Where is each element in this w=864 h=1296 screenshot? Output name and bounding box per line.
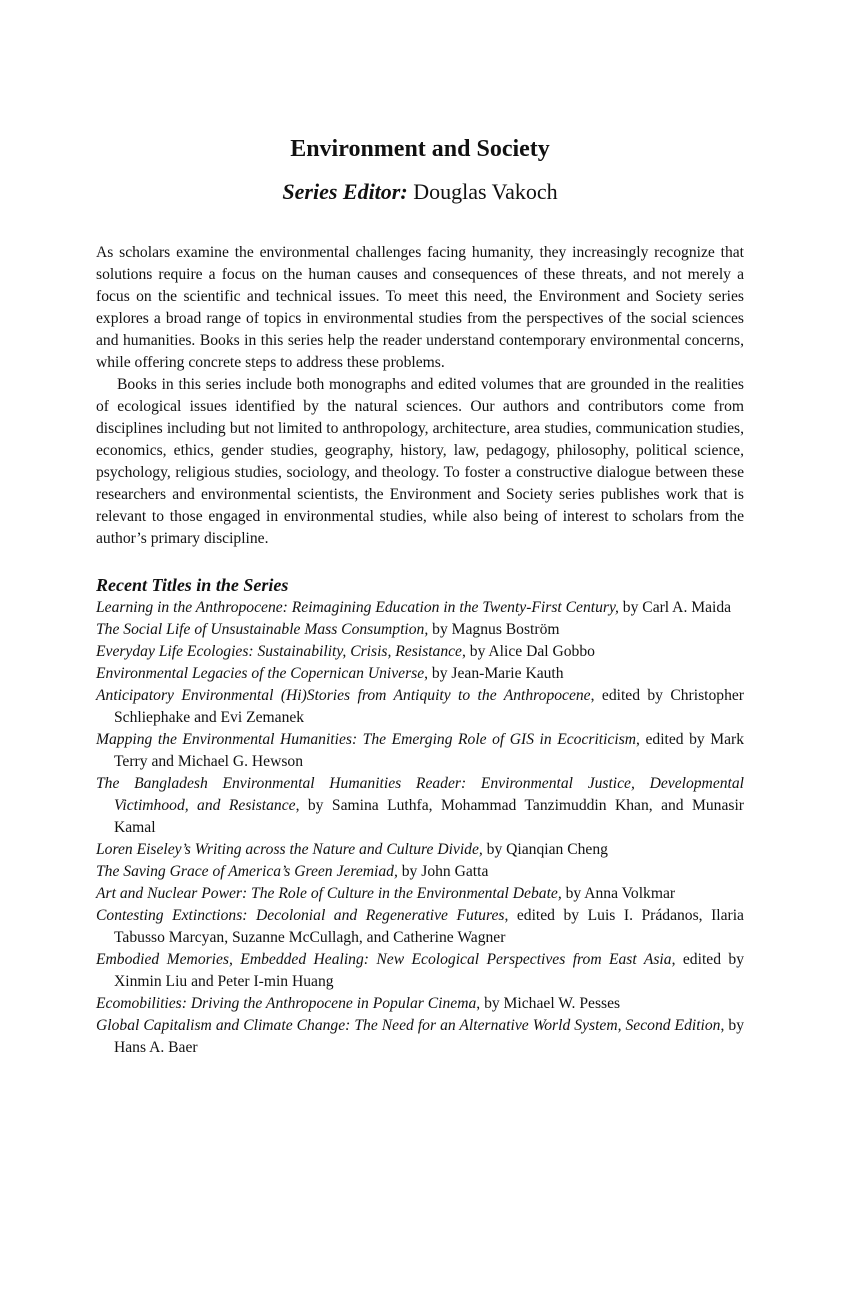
- list-item: [96, 663, 744, 685]
- book-title: Global Capitalism and Climate Change: The Need for an Alternative World System, Second Edition: [96, 1017, 721, 1034]
- book-title: Environmental Legacies of the Copernican Universe: [96, 665, 425, 682]
- list-item: [96, 861, 744, 883]
- series-title: Environment and Society: [290, 136, 550, 162]
- book-credit: , by Jean-Marie Kauth: [424, 665, 564, 682]
- book-credit: , edited by Luis I. Prádanos, Ilaria Tabusso Marcyan, Suzanne McCullagh, and Catherine Wagner: [114, 907, 744, 946]
- series-editor-name: Douglas Vakoch: [413, 179, 558, 204]
- book-title: Art and Nuclear Power: The Role of Culture in the Environmental Debate,: [96, 885, 562, 902]
- book-credit: , edited by Mark Terry and Michael G. Hewson: [114, 731, 744, 770]
- book-title: The Social Life of Unsustainable Mass Consumption,: [96, 621, 429, 638]
- list-item: [96, 619, 744, 641]
- book-title: The Bangladesh Environmental Humanities Reader: Environmental Justice, Developmental Victimhood, and Resistance: [96, 775, 744, 814]
- book-credit: by Carl A. Maida: [618, 599, 732, 616]
- book-title: The Saving Grace of America’s Green Jeremiad,: [96, 863, 398, 880]
- book-title: Learning in the Anthropocene: Reimagining Education in the Twenty-First Century,: [96, 599, 619, 616]
- series-editor-line: [96, 177, 744, 207]
- book-title: Mapping the Environmental Humanities: The Emerging Role of GIS in Ecocriticism: [96, 731, 637, 748]
- list-item: [96, 949, 744, 993]
- description-paragraph: As scholars examine the environmental challenges facing humanity, they increasingly recognize that solutions require a focus on the human causes and consequences of these threats, and not merely a focus on the scientific and technical issues. To meet this need, the Environment and Society series explores a broad range of topics in environmental studies from the perspectives of the social sciences and humanities. Books in this series help the reader understand contemporary environmental concerns, while offering concrete steps to address these problems.: [96, 244, 744, 371]
- series-editor-colon: :: [400, 179, 408, 204]
- recent-titles-heading: Recent Titles in the Series: [96, 575, 289, 595]
- list-item: [96, 839, 744, 861]
- list-item: [96, 685, 744, 729]
- book-credit: , by Samina Luthfa, Mohammad Tanzimuddin Khan, and Munasir Kamal: [114, 797, 744, 836]
- book-title: Loren Eiseley’s Writing across the Nature and Culture Divide,: [96, 841, 483, 858]
- series-description: [96, 242, 744, 550]
- book-title: Anticipatory Environmental (Hi)Stories from Antiquity to the Anthropocene: [96, 687, 591, 704]
- list-item: [96, 773, 744, 839]
- book-title: Embodied Memories, Embedded Healing: New Ecological Perspectives from East Asia: [96, 951, 672, 968]
- series-editor-label: Series Editor: [282, 179, 401, 204]
- list-item: [96, 597, 744, 619]
- list-item: [96, 729, 744, 773]
- book-credit: , edited by Xinmin Liu and Peter I-min Huang: [114, 951, 744, 990]
- list-item: [96, 883, 744, 905]
- book-credit: , edited by Christopher Schliephake and Evi Zemanek: [114, 687, 744, 726]
- list-item: [96, 1015, 744, 1059]
- book-title: Contesting Extinctions: Decolonial and Regenerative Futures: [96, 907, 505, 924]
- book-credit: by Anna Volkmar: [561, 885, 676, 902]
- recent-titles-list: [96, 597, 744, 1059]
- book-title: Everyday Life Ecologies: Sustainability, Crisis, Resistance: [96, 643, 462, 660]
- book-credit: , by Hans A. Baer: [114, 1017, 745, 1056]
- book-title: Ecomobilities: Driving the Anthropocene in Popular Cinema: [96, 995, 477, 1012]
- book-credit: , by Michael W. Pesses: [476, 995, 621, 1012]
- description-paragraph: Books in this series include both monographs and edited volumes that are grounded in the realities of ecological issues identified by the natural sciences. Our authors and contributors come from disciplines including but not limited to anthropology, architecture, area studies, communication studies, economics, ethics, gender studies, geography, history, law, pedagogy, philosophy, political science, psychology, religious studies, sociology, and theology. To foster a constructive dialogue between these researchers and environmental scientists, the Environment and Society series publishes work that is relevant to those engaged in environmental studies, while also being of interest to scholars from the author’s primary discipline.: [96, 376, 744, 547]
- list-item: [96, 993, 744, 1015]
- book-credit: by Magnus Boström: [428, 621, 560, 638]
- series-page: [96, 132, 744, 1059]
- book-credit: by Qianqian Cheng: [482, 841, 608, 858]
- list-item: [96, 641, 744, 663]
- list-item: [96, 905, 744, 949]
- book-credit: by John Gatta: [397, 863, 489, 880]
- book-credit: , by Alice Dal Gobbo: [461, 643, 595, 660]
